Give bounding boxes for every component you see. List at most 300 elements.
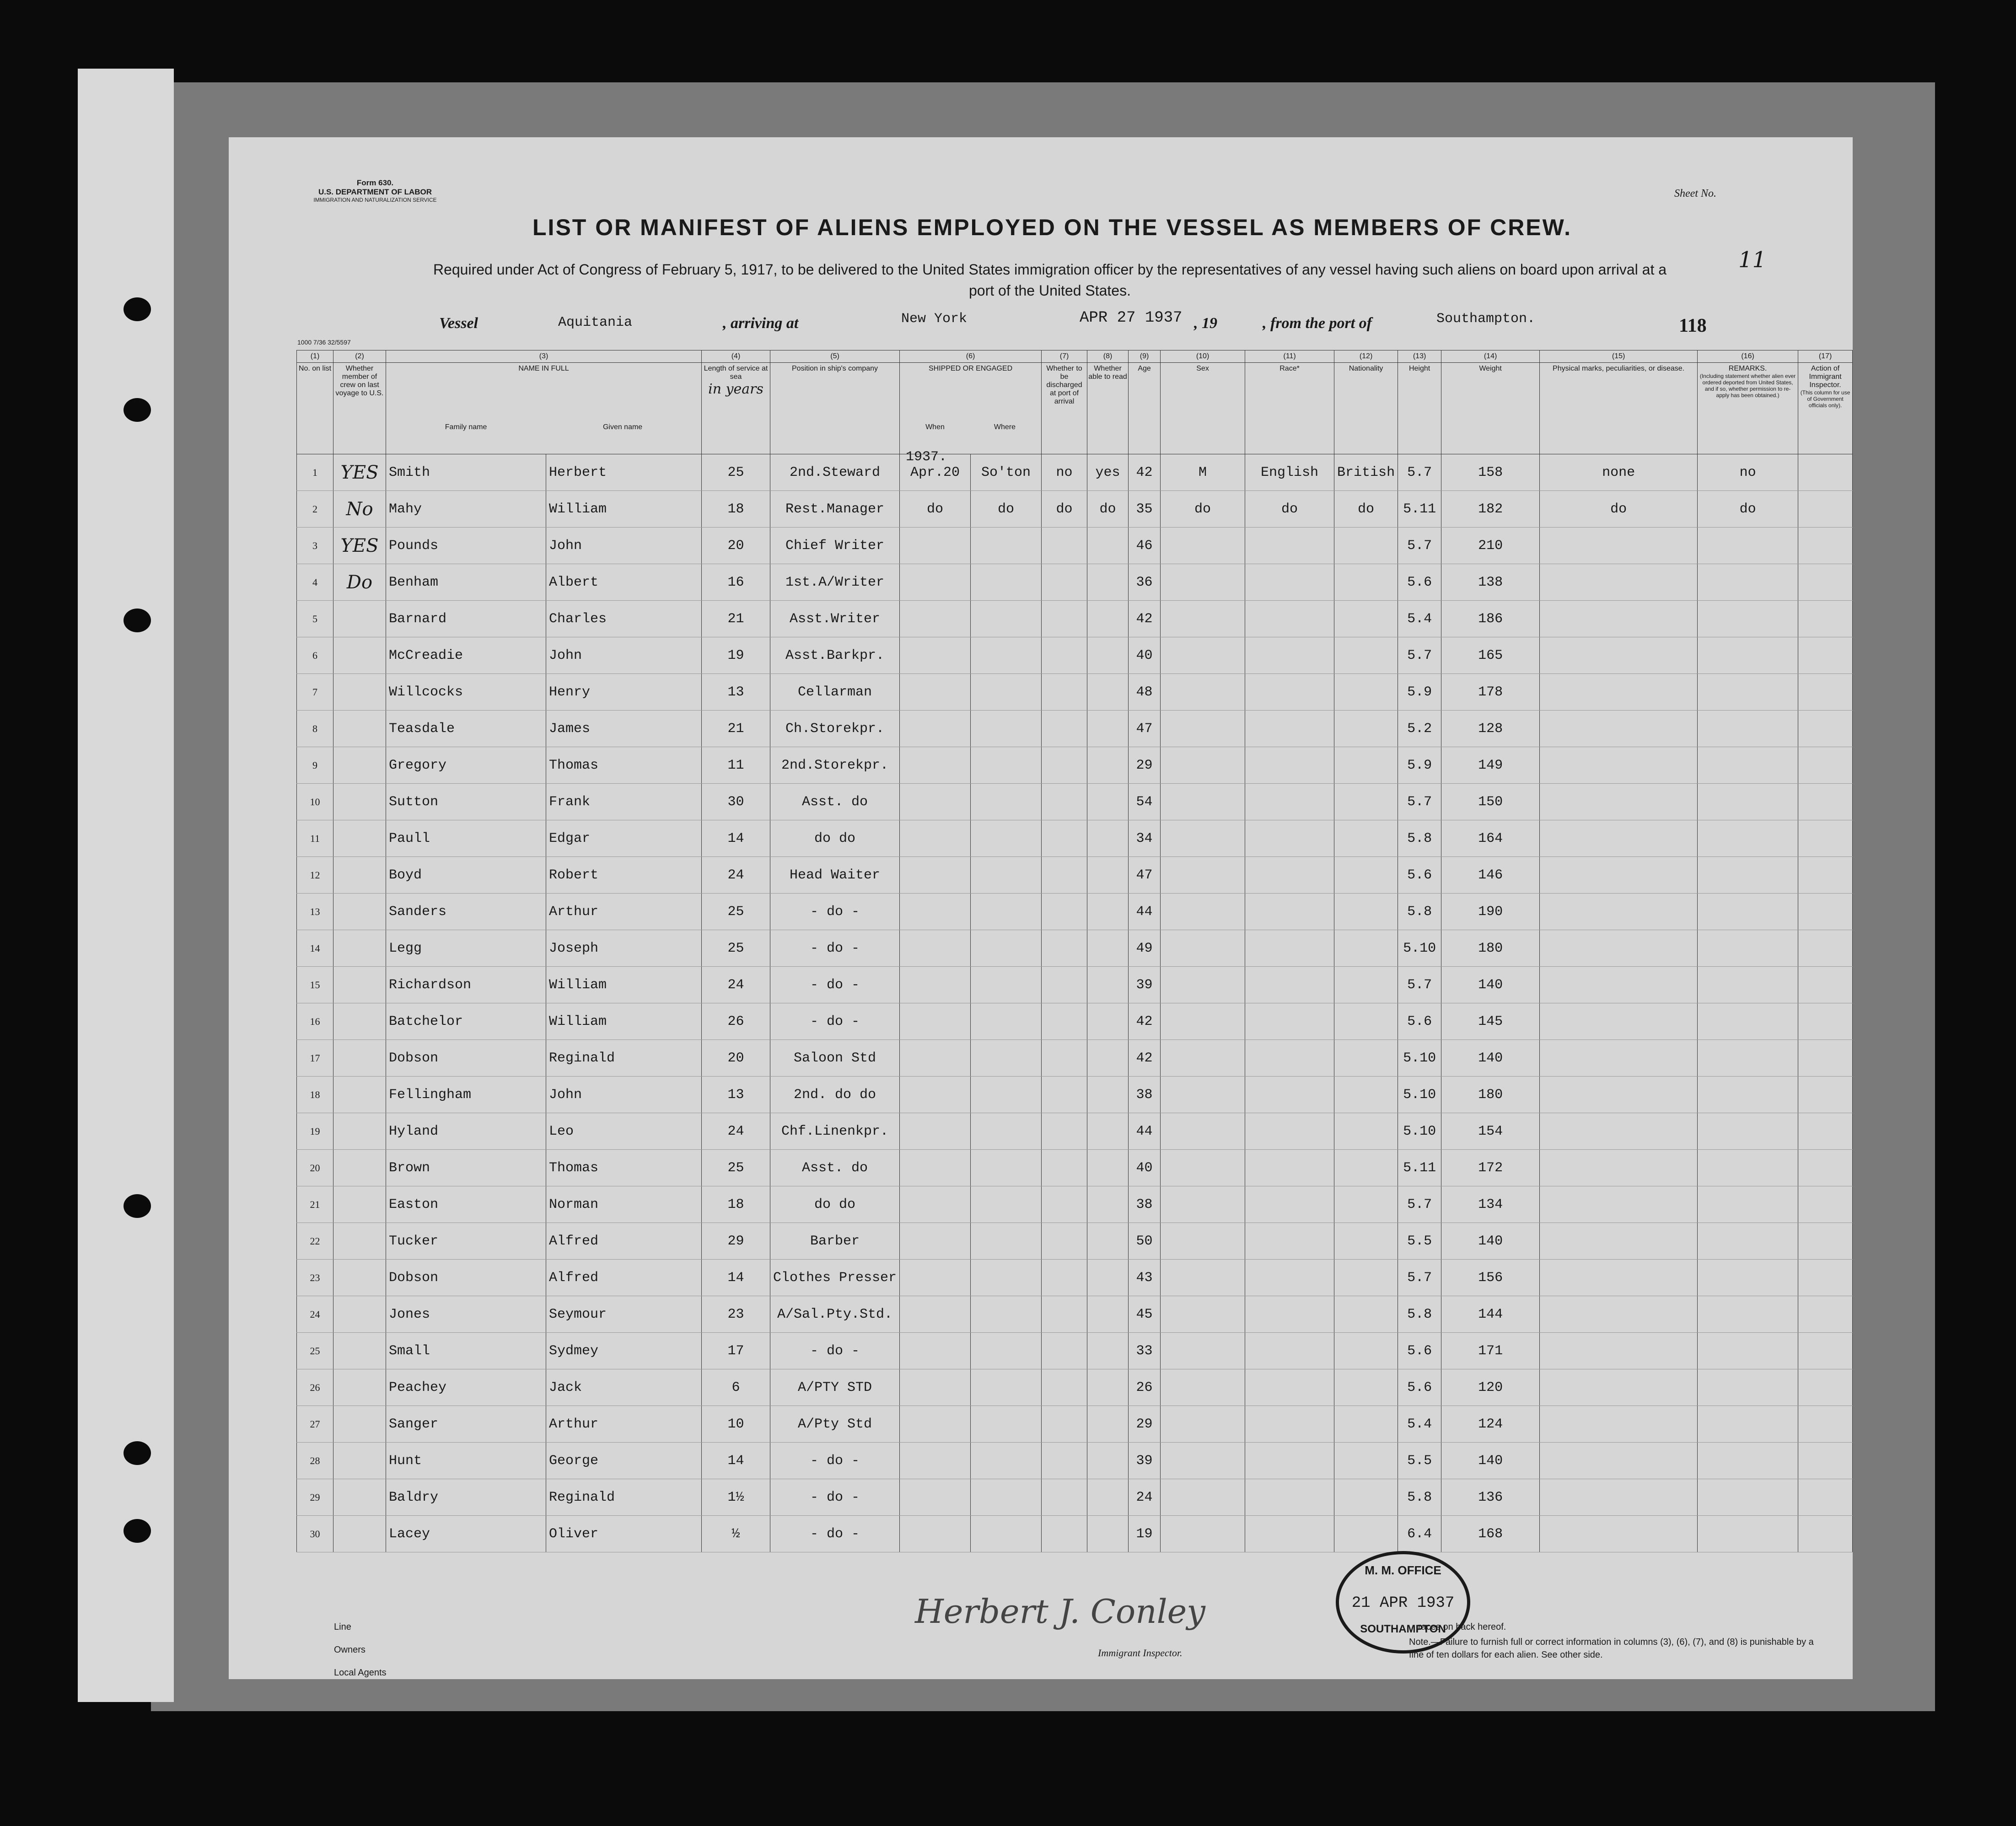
able-to-read-cell	[1087, 528, 1129, 564]
nationality-cell	[1334, 1369, 1398, 1406]
weight-cell: 172	[1441, 1150, 1540, 1186]
family-name-cell: Pounds	[386, 528, 546, 564]
height-cell: 5.5	[1398, 1223, 1441, 1260]
where-label: Where	[994, 423, 1016, 431]
discharged-cell	[1042, 637, 1087, 674]
sex-cell	[1161, 1369, 1245, 1406]
departure-port: Southampton.	[1436, 311, 1536, 327]
discharged-cell	[1042, 784, 1087, 820]
sex-cell	[1161, 528, 1245, 564]
sex-cell	[1161, 564, 1245, 601]
shipped-where-cell	[971, 1113, 1042, 1150]
discharged-cell	[1042, 1260, 1087, 1296]
discharged-cell	[1042, 1333, 1087, 1369]
position-cell: Saloon Std	[770, 1040, 900, 1077]
col-num-1: (1)	[297, 350, 333, 363]
height-cell: 5.8	[1398, 1479, 1441, 1516]
sex-cell	[1161, 637, 1245, 674]
given-name-cell: Sydmey	[546, 1333, 702, 1369]
able-to-read-cell	[1087, 1040, 1129, 1077]
remarks-cell	[1698, 674, 1798, 711]
col-num-4: (4)	[702, 350, 770, 363]
col-num-5: (5)	[770, 350, 900, 363]
family-name-cell: Fellingham	[386, 1077, 546, 1113]
length-of-service-cell: 14	[702, 1443, 770, 1479]
weight-cell: 145	[1441, 1003, 1540, 1040]
height-cell: 5.6	[1398, 857, 1441, 894]
header-sex: Sex	[1161, 363, 1245, 454]
length-of-service-cell: 25	[702, 1150, 770, 1186]
able-to-read-cell	[1087, 747, 1129, 784]
discharged-cell	[1042, 1443, 1087, 1479]
length-of-service-cell: 25	[702, 930, 770, 967]
header-physical-marks: Physical marks, peculiarities, or disease.	[1540, 363, 1698, 454]
table-row	[297, 784, 1853, 820]
discharged-cell	[1042, 1296, 1087, 1333]
physical-marks-cell	[1540, 1479, 1698, 1516]
weight-cell: 136	[1441, 1479, 1540, 1516]
weight-cell: 140	[1441, 1040, 1540, 1077]
table-row	[297, 1003, 1853, 1040]
header-height: Height	[1398, 363, 1441, 454]
crew-last-voyage-cell	[333, 894, 386, 930]
given-name-cell: Alfred	[546, 1223, 702, 1260]
remarks-cell	[1698, 1406, 1798, 1443]
table-row	[297, 1443, 1853, 1479]
shipped-when-cell	[900, 1077, 971, 1113]
nationality-cell	[1334, 1150, 1398, 1186]
remarks-cell	[1698, 1516, 1798, 1552]
crew-last-voyage-cell	[333, 1186, 386, 1223]
shipped-where-cell	[971, 1479, 1042, 1516]
discharged-cell	[1042, 930, 1087, 967]
shipped-where-cell	[971, 711, 1042, 747]
sex-cell	[1161, 1113, 1245, 1150]
sex-cell	[1161, 1223, 1245, 1260]
sex-cell	[1161, 1333, 1245, 1369]
remarks-cell	[1698, 820, 1798, 857]
shipped-when-cell	[900, 1223, 971, 1260]
age-cell: 24	[1129, 1479, 1161, 1516]
discharged-cell: no	[1042, 454, 1087, 491]
binder-hole	[124, 609, 151, 632]
shipped-where-cell	[971, 1333, 1042, 1369]
sex-cell	[1161, 1260, 1245, 1296]
crew-last-voyage-cell	[333, 1003, 386, 1040]
remarks-cell	[1698, 784, 1798, 820]
position-cell: Head Waiter	[770, 857, 900, 894]
remarks-cell	[1698, 747, 1798, 784]
race-cell	[1245, 1186, 1334, 1223]
physical-marks-cell	[1540, 1406, 1698, 1443]
sex-cell: M	[1161, 454, 1245, 491]
physical-marks-cell	[1540, 1077, 1698, 1113]
height-cell: 5.7	[1398, 454, 1441, 491]
discharged-cell	[1042, 747, 1087, 784]
table-row	[297, 1296, 1853, 1333]
shipped-where-cell: do	[971, 491, 1042, 528]
length-of-service-cell: 14	[702, 820, 770, 857]
length-of-service-cell: 19	[702, 637, 770, 674]
inspector-action-cell	[1798, 674, 1853, 711]
header-shipped-or-engaged	[900, 363, 1042, 454]
family-name-cell: Hyland	[386, 1113, 546, 1150]
family-name-cell: Peachey	[386, 1369, 546, 1406]
table-row	[297, 601, 1853, 637]
family-name-cell: Legg	[386, 930, 546, 967]
shipped-where-cell	[971, 894, 1042, 930]
nationality-cell	[1334, 1113, 1398, 1150]
shipped-where-cell	[971, 1150, 1042, 1186]
inspector-action-cell	[1798, 1479, 1853, 1516]
remarks-cell	[1698, 711, 1798, 747]
remarks-cell	[1698, 601, 1798, 637]
col-num-15: (15)	[1540, 350, 1698, 363]
nationality-cell	[1334, 784, 1398, 820]
given-name-cell: William	[546, 1003, 702, 1040]
discharged-cell	[1042, 1150, 1087, 1186]
shipped-where-cell	[971, 930, 1042, 967]
physical-marks-cell	[1540, 1260, 1698, 1296]
weight-cell: 138	[1441, 564, 1540, 601]
row-number-cell: 17	[297, 1040, 333, 1077]
shipped-where-cell	[971, 784, 1042, 820]
race-cell	[1245, 1516, 1334, 1552]
length-of-service-cell: 17	[702, 1333, 770, 1369]
nationality-cell	[1334, 1406, 1398, 1443]
discharged-cell	[1042, 711, 1087, 747]
family-name-cell: Dobson	[386, 1260, 546, 1296]
table-row	[297, 1077, 1853, 1113]
office-stamp	[1336, 1551, 1470, 1654]
crew-last-voyage-cell	[333, 1406, 386, 1443]
table-row	[297, 857, 1853, 894]
inspector-signature: Herbert J. Conley	[915, 1592, 1205, 1631]
name-in-full-label: NAME IN FULL	[518, 365, 569, 372]
race-cell	[1245, 601, 1334, 637]
given-name-cell: Frank	[546, 784, 702, 820]
binder-hole	[124, 1194, 151, 1218]
able-to-read-cell: do	[1087, 491, 1129, 528]
remarks-cell	[1698, 1223, 1798, 1260]
length-of-service-cell: 24	[702, 857, 770, 894]
age-cell: 54	[1129, 784, 1161, 820]
shipped-when-cell	[900, 894, 971, 930]
row-number-cell: 23	[297, 1260, 333, 1296]
given-name-cell: John	[546, 528, 702, 564]
given-name-cell: Thomas	[546, 747, 702, 784]
remarks-cell	[1698, 1113, 1798, 1150]
shipped-when-cell	[900, 1040, 971, 1077]
header-name-in-full	[386, 363, 702, 454]
table-row	[297, 1113, 1853, 1150]
table-row	[297, 1406, 1853, 1443]
height-cell: 5.8	[1398, 894, 1441, 930]
family-name-cell: Mahy	[386, 491, 546, 528]
sex-cell	[1161, 967, 1245, 1003]
length-of-service-cell: 23	[702, 1296, 770, 1333]
position-cell: - do -	[770, 967, 900, 1003]
age-cell: 45	[1129, 1296, 1161, 1333]
physical-marks-cell: do	[1540, 491, 1698, 528]
crew-last-voyage-cell	[333, 1113, 386, 1150]
page-number: 118	[1679, 315, 1707, 336]
header-nationality: Nationality	[1334, 363, 1398, 454]
able-to-read-cell	[1087, 1516, 1129, 1552]
inspector-action-cell	[1798, 1186, 1853, 1223]
weight-cell: 180	[1441, 930, 1540, 967]
nationality-cell	[1334, 637, 1398, 674]
given-name-cell: George	[546, 1443, 702, 1479]
race-cell	[1245, 1443, 1334, 1479]
shipped-when-cell	[900, 528, 971, 564]
race-cell: English	[1245, 454, 1334, 491]
table-row	[297, 674, 1853, 711]
height-cell: 5.10	[1398, 1077, 1441, 1113]
given-name-cell: Albert	[546, 564, 702, 601]
table-row	[297, 1516, 1853, 1552]
age-cell: 44	[1129, 894, 1161, 930]
row-number-cell: 6	[297, 637, 333, 674]
weight-cell: 164	[1441, 820, 1540, 857]
physical-marks-cell	[1540, 1369, 1698, 1406]
shipped-where-cell	[971, 564, 1042, 601]
inspector-action-cell	[1798, 784, 1853, 820]
length-of-service-cell: 13	[702, 1077, 770, 1113]
able-to-read-cell	[1087, 1186, 1129, 1223]
physical-marks-cell	[1540, 1113, 1698, 1150]
height-cell: 5.6	[1398, 564, 1441, 601]
sex-cell	[1161, 1443, 1245, 1479]
col-num-6: (6)	[900, 350, 1042, 363]
table-row	[297, 1150, 1853, 1186]
able-to-read-cell	[1087, 784, 1129, 820]
inspector-action-cell	[1798, 1369, 1853, 1406]
inspector-action-cell	[1798, 1113, 1853, 1150]
weight-cell: 156	[1441, 1260, 1540, 1296]
row-number-cell: 21	[297, 1186, 333, 1223]
height-cell: 5.9	[1398, 747, 1441, 784]
inspector-action-cell	[1798, 967, 1853, 1003]
stamp-date: 21 APR 1937	[1351, 1594, 1455, 1612]
crew-manifest-table	[296, 350, 1853, 1552]
crew-last-voyage-cell: YES	[333, 528, 386, 564]
physical-marks-cell	[1540, 564, 1698, 601]
table-row	[297, 1260, 1853, 1296]
position-cell: do do	[770, 820, 900, 857]
able-to-read-cell: yes	[1087, 454, 1129, 491]
crew-last-voyage-cell	[333, 1077, 386, 1113]
given-name-cell: Reginald	[546, 1479, 702, 1516]
weight-cell: 180	[1441, 1077, 1540, 1113]
age-cell: 44	[1129, 1113, 1161, 1150]
header-able-to-read: Whether able to read	[1087, 363, 1129, 454]
position-cell: - do -	[770, 1003, 900, 1040]
family-name-cell: Barnard	[386, 601, 546, 637]
weight-cell: 150	[1441, 784, 1540, 820]
row-number-cell: 19	[297, 1113, 333, 1150]
inspector-action-cell	[1798, 637, 1853, 674]
age-cell: 29	[1129, 747, 1161, 784]
sex-cell	[1161, 1406, 1245, 1443]
crew-last-voyage-cell	[333, 1040, 386, 1077]
position-cell: - do -	[770, 1516, 900, 1552]
row-number-cell: 24	[297, 1296, 333, 1333]
shipped-when-cell	[900, 1516, 971, 1552]
header-race: Race*	[1245, 363, 1334, 454]
stamp-top-text: M. M. OFFICE	[1365, 1563, 1441, 1577]
race-cell	[1245, 820, 1334, 857]
able-to-read-cell	[1087, 1113, 1129, 1150]
length-of-service-cell: 6	[702, 1369, 770, 1406]
able-to-read-cell	[1087, 674, 1129, 711]
race-cell	[1245, 930, 1334, 967]
shipped-where-cell	[971, 1296, 1042, 1333]
given-name-cell: Oliver	[546, 1516, 702, 1552]
discharged-cell	[1042, 528, 1087, 564]
crew-last-voyage-cell	[333, 711, 386, 747]
shipped-where-cell	[971, 1369, 1042, 1406]
age-cell: 38	[1129, 1077, 1161, 1113]
races-note: races on back hereof.	[1418, 1622, 1506, 1632]
remarks-cell: no	[1698, 454, 1798, 491]
binder-hole	[124, 1441, 151, 1465]
race-cell	[1245, 1113, 1334, 1150]
position-cell: Asst. do	[770, 784, 900, 820]
col-num-17: (17)	[1798, 350, 1853, 363]
race-cell	[1245, 1260, 1334, 1296]
length-of-service-cell: 30	[702, 784, 770, 820]
age-cell: 19	[1129, 1516, 1161, 1552]
row-number-cell: 1	[297, 454, 333, 491]
weight-cell: 158	[1441, 454, 1540, 491]
crew-last-voyage-cell	[333, 637, 386, 674]
given-name-cell: Herbert	[546, 454, 702, 491]
discharged-cell	[1042, 1406, 1087, 1443]
length-of-service-cell: 29	[702, 1223, 770, 1260]
shipped-when-cell	[900, 601, 971, 637]
length-of-service-cell: 24	[702, 1113, 770, 1150]
length-of-service-cell: 26	[702, 1003, 770, 1040]
age-cell: 46	[1129, 528, 1161, 564]
height-cell: 5.4	[1398, 601, 1441, 637]
inspector-action-cell	[1798, 1443, 1853, 1479]
given-name-cell: Henry	[546, 674, 702, 711]
table-row	[297, 1223, 1853, 1260]
height-cell: 5.6	[1398, 1003, 1441, 1040]
crew-last-voyage-cell	[333, 747, 386, 784]
age-cell: 29	[1129, 1406, 1161, 1443]
position-cell: - do -	[770, 894, 900, 930]
physical-marks-cell	[1540, 1333, 1698, 1369]
family-name-cell: Lacey	[386, 1516, 546, 1552]
row-number-cell: 15	[297, 967, 333, 1003]
shipped-when-cell	[900, 674, 971, 711]
remarks-cell	[1698, 1077, 1798, 1113]
family-name-cell: Dobson	[386, 1040, 546, 1077]
nationality-cell	[1334, 894, 1398, 930]
form-number: Form 630.	[356, 178, 394, 187]
given-name-cell: Reginald	[546, 1040, 702, 1077]
race-cell	[1245, 784, 1334, 820]
age-cell: 49	[1129, 930, 1161, 967]
inspector-action-cell	[1798, 564, 1853, 601]
nationality-cell: do	[1334, 491, 1398, 528]
age-cell: 48	[1129, 674, 1161, 711]
table-row	[297, 1479, 1853, 1516]
shipped-when-cell	[900, 637, 971, 674]
age-cell: 33	[1129, 1333, 1161, 1369]
race-cell	[1245, 528, 1334, 564]
able-to-read-cell	[1087, 857, 1129, 894]
discharged-cell	[1042, 967, 1087, 1003]
able-to-read-cell	[1087, 1479, 1129, 1516]
able-to-read-cell	[1087, 564, 1129, 601]
service-name: IMMIGRATION AND NATURALIZATION SERVICE	[313, 197, 437, 203]
remarks-cell: do	[1698, 491, 1798, 528]
family-name-cell: Jones	[386, 1296, 546, 1333]
able-to-read-cell	[1087, 637, 1129, 674]
header-length-of-service	[702, 363, 770, 454]
given-name-cell: Charles	[546, 601, 702, 637]
age-cell: 38	[1129, 1186, 1161, 1223]
in-years-note: in years	[708, 381, 763, 397]
inspector-action-cell	[1798, 930, 1853, 967]
shipped-when-cell	[900, 1113, 971, 1150]
given-name-cell: Arthur	[546, 894, 702, 930]
row-number-cell: 29	[297, 1479, 333, 1516]
length-of-service-cell: 21	[702, 711, 770, 747]
weight-cell: 165	[1441, 637, 1540, 674]
department-name: U.S. DEPARTMENT OF LABOR	[318, 188, 432, 196]
given-name-cell: James	[546, 711, 702, 747]
family-name-cell: Baldry	[386, 1479, 546, 1516]
remarks-cell	[1698, 528, 1798, 564]
table-row	[297, 454, 1853, 491]
nationality-cell	[1334, 1443, 1398, 1479]
position-cell: - do -	[770, 1333, 900, 1369]
row-number-cell: 25	[297, 1333, 333, 1369]
weight-cell: 149	[1441, 747, 1540, 784]
remarks-cell	[1698, 1479, 1798, 1516]
race-cell	[1245, 1150, 1334, 1186]
able-to-read-cell	[1087, 967, 1129, 1003]
row-number-cell: 2	[297, 491, 333, 528]
crew-last-voyage-cell	[333, 820, 386, 857]
row-number-cell: 9	[297, 747, 333, 784]
header-weight: Weight	[1441, 363, 1540, 454]
position-cell: Chf.Linenkpr.	[770, 1113, 900, 1150]
table-row	[297, 711, 1853, 747]
family-name-cell: Teasdale	[386, 711, 546, 747]
nationality-cell	[1334, 1003, 1398, 1040]
inspector-action-cell	[1798, 1333, 1853, 1369]
height-cell: 5.7	[1398, 637, 1441, 674]
crew-last-voyage-cell	[333, 1369, 386, 1406]
arrival-date-stamp: APR 27 1937	[1080, 309, 1183, 327]
nationality-cell	[1334, 711, 1398, 747]
remarks-cell	[1698, 1150, 1798, 1186]
remarks-cell	[1698, 1296, 1798, 1333]
shipped-when-cell	[900, 1443, 971, 1479]
given-name-cell: Jack	[546, 1369, 702, 1406]
age-cell: 50	[1129, 1223, 1161, 1260]
physical-marks-cell	[1540, 1003, 1698, 1040]
age-cell: 39	[1129, 967, 1161, 1003]
able-to-read-cell	[1087, 820, 1129, 857]
crew-last-voyage-cell	[333, 1150, 386, 1186]
able-to-read-cell	[1087, 711, 1129, 747]
